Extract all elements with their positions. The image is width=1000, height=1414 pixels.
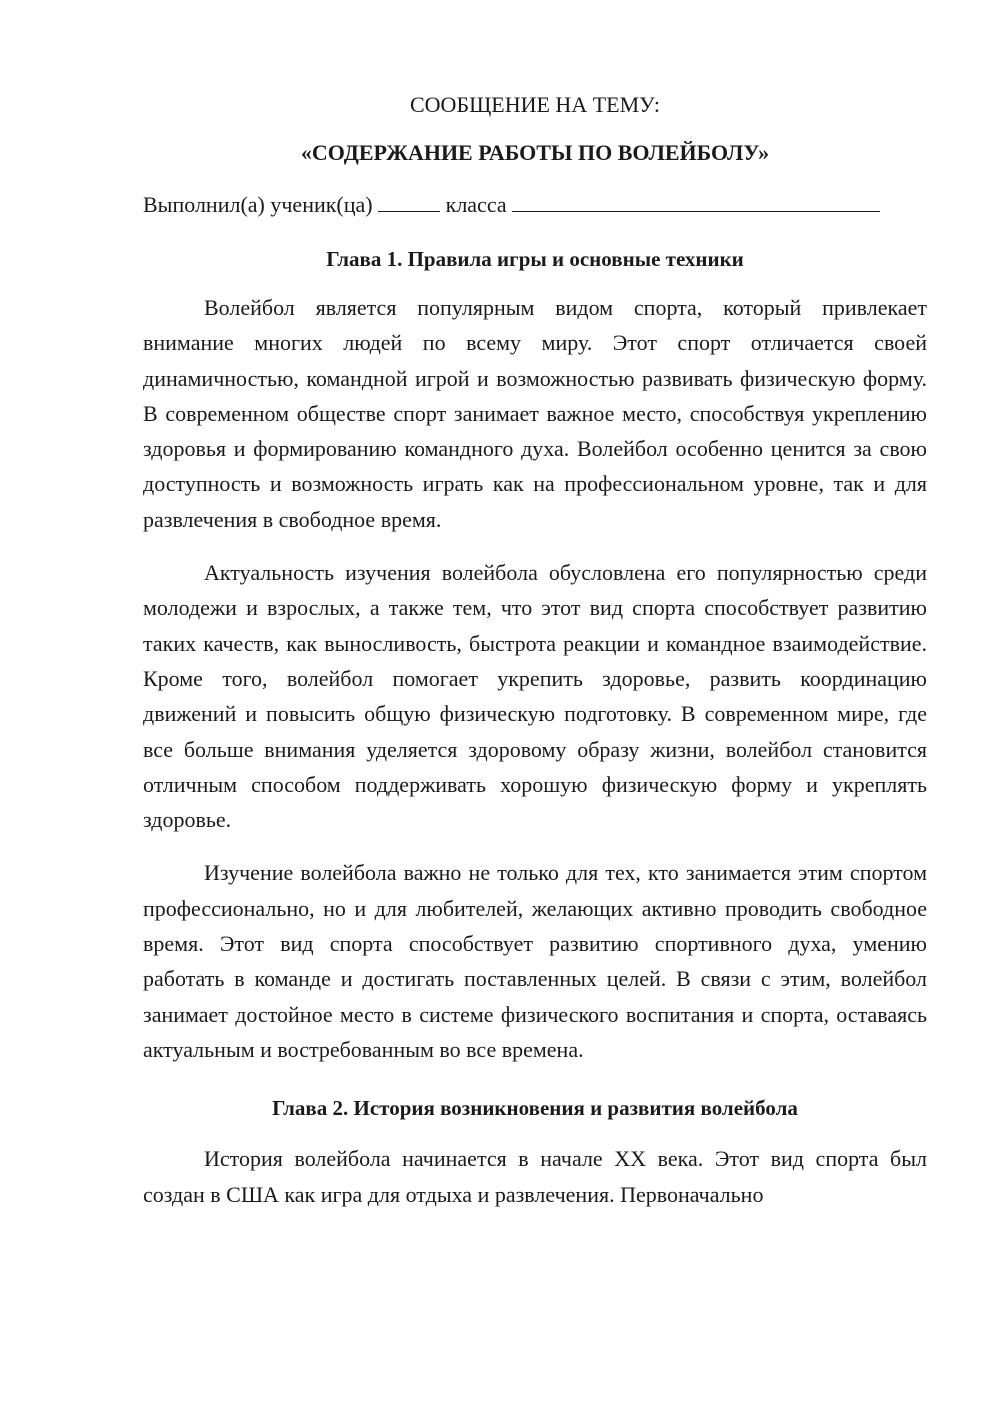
chapter1-heading: Глава 1. Правила игры и основные техники — [326, 247, 744, 271]
author-middle: класса — [440, 192, 513, 217]
author-line — [143, 190, 927, 220]
document-title-line1: СООБЩЕНИЕ НА ТЕМУ: — [410, 92, 660, 117]
document-page — [143, 90, 927, 1212]
chapter1-paragraph-2: Актуальность изучения волейбола обусловлена его популярностью среди молодежи и взрослых, а также тем, что этот вид спорта способствует развитию таких качеств, как выносливость, быстрота реакции и командное взаимодействие. Кроме того, волейбол помогает укрепить здоровье, развить координацию движений и повысить общую физическую подготовку. В современном мире, где все больше внимания уделяется здоровому образу жизни, волейбол становится отличным способом поддерживать хорошую физическую форму и укреплять здоровье. — [143, 560, 927, 833]
chapter1-paragraph-3: Изучение волейбола важно не только для тех, кто занимается этим спортом профессионально, но и для любителей, желающих активно проводить свободное время. Этот вид спорта способствует развитию спортивного духа, умению работать в команде и достигать поставленных целей. В связи с этим, волейбол занимает достойное место в системе физического воспитания и спорта, оставаясь актуальным и востребованным во все времена. — [143, 860, 927, 1062]
class-number-blank — [378, 191, 440, 212]
author-prefix: Выполнил(а) ученик(ца) — [143, 192, 379, 217]
student-name-blank — [512, 191, 880, 212]
chapter2-paragraph-1: История волейбола начинается в начале XX века. Этот вид спорта был создан в США как игра для отдыха и развлечения. Первоначально — [143, 1146, 927, 1207]
chapter2-heading: Глава 2. История возникновения и развития волейбола — [272, 1096, 798, 1121]
document-title-line2: «СОДЕРЖАНИЕ РАБОТЫ ПО ВОЛЕЙБОЛУ» — [300, 140, 770, 165]
chapter1-paragraph-1: Волейбол является популярным видом спорта, который привлекает внимание многих людей по всему миру. Этот спорт отличается своей динамичностью, командной игрой и возможностью развивать физическую форму. В современном обществе спорт занимает важное место, способствуя укреплению здоровья и формированию командного духа. Волейбол особенно ценится за свою доступность и возможность играть как на профессиональном уровне, так и для развлечения в свободное время. — [143, 295, 927, 532]
